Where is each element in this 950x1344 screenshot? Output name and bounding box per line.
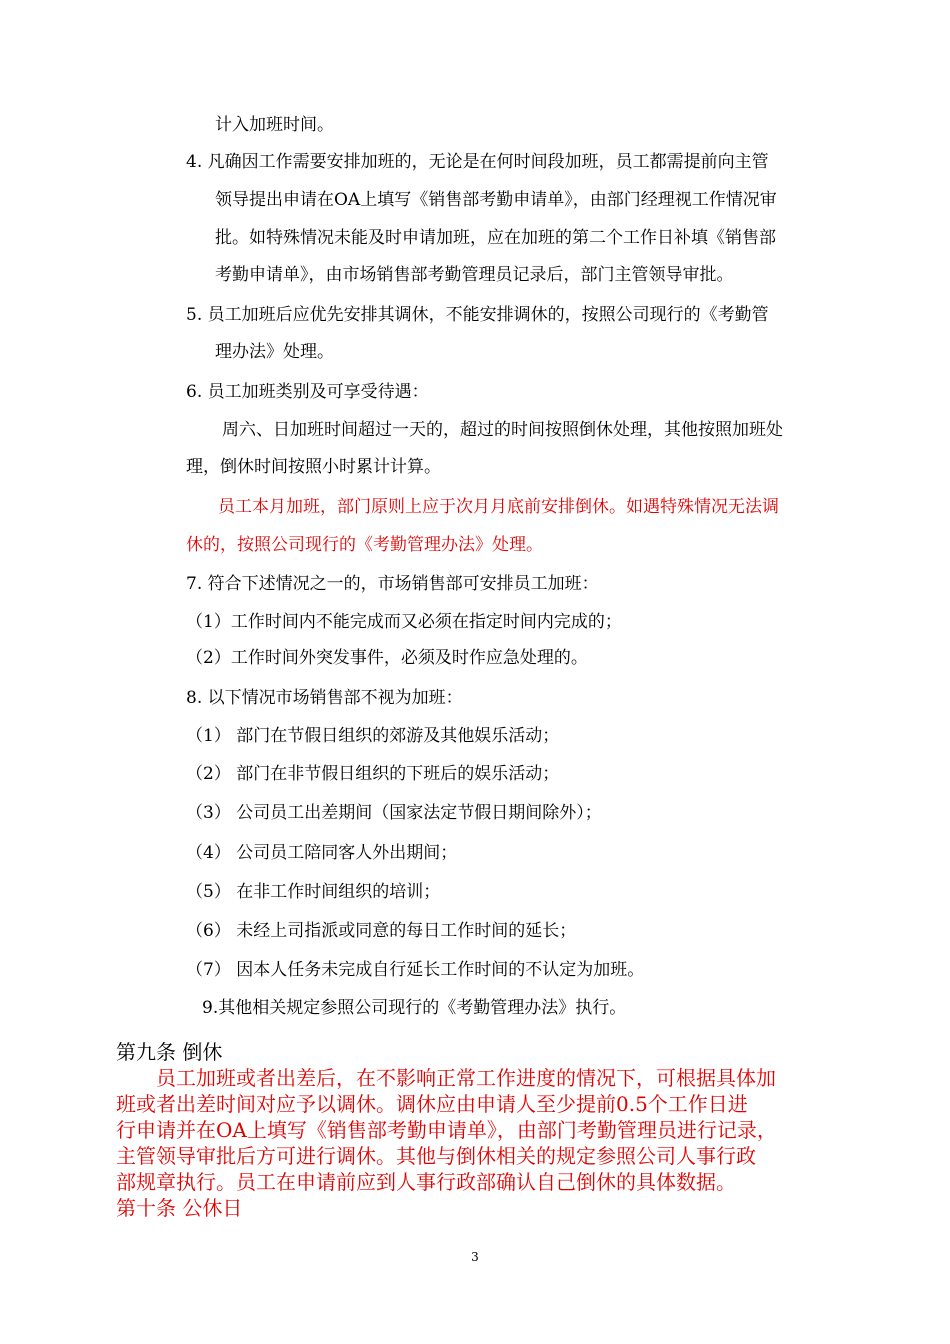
section-heading-10: 第十条 公休日	[116, 1196, 243, 1220]
text-line: （5） 在非工作时间组织的培训；	[186, 882, 441, 902]
text-line: 周六、日加班时间超过一天的，超过的时间按照倒休处理，其他按照加班处	[222, 420, 783, 440]
text-line: 批。如特殊情况未能及时申请加班，应在加班的第二个工作日补填《销售部	[215, 228, 776, 248]
text-line: 5. 员工加班后应优先安排其调休，不能安排调休的，按照公司现行的《考勤管	[186, 305, 769, 325]
text-line: （7） 因本人任务未完成自行延长工作时间的不认定为加班。	[186, 960, 645, 980]
text-line: 计入加班时间。	[215, 115, 334, 135]
text-line: 领导提出申请在OA上填写《销售部考勤申请单》，由部门经理视工作情况审	[215, 190, 777, 210]
text-line: （2） 部门在非节假日组织的下班后的娱乐活动；	[186, 764, 560, 784]
highlighted-paragraph-line: 主管领导审批后方可进行调休。其他与倒休相关的规定参照公司人事行政	[116, 1144, 756, 1168]
text-line: 7. 符合下述情况之一的，市场销售部可安排员工加班：	[186, 574, 599, 594]
text-line: （1）工作时间内不能完成而又必须在指定时间内完成的；	[186, 612, 622, 632]
text-line: （3） 公司员工出差期间（国家法定节假日期间除外）；	[186, 803, 602, 823]
text-line: 理，倒休时间按照小时累计计算。	[186, 457, 441, 477]
highlighted-text-line: 休的，按照公司现行的《考勤管理办法》处理。	[186, 535, 543, 555]
highlighted-paragraph-line: 班或者出差时间对应予以调休。调休应由申请人至少提前0.5个工作日进	[116, 1092, 748, 1116]
text-line: （2）工作时间外突发事件，必须及时作应急处理的。	[186, 648, 588, 668]
highlighted-paragraph-line: 员工加班或者出差后，在不影响正常工作进度的情况下，可根据具体加	[156, 1066, 776, 1090]
highlighted-paragraph-line: 部规章执行。员工在申请前应到人事行政部确认自己倒休的具体数据。	[116, 1170, 736, 1194]
text-line: 考勤申请单》，由市场销售部考勤管理员记录后，部门主管领导审批。	[215, 265, 734, 285]
text-line: 6. 员工加班类别及可享受待遇：	[186, 382, 429, 402]
text-line: （6） 未经上司指派或同意的每日工作时间的延长；	[186, 921, 577, 941]
text-line: 4. 凡确因工作需要安排加班的，无论是在何时间段加班，员工都需提前向主管	[186, 152, 769, 172]
highlighted-text-line: 员工本月加班，部门原则上应于次月月底前安排倒休。如遇特殊情况无法调	[218, 497, 779, 517]
text-line: 9.其他相关规定参照公司现行的《考勤管理办法》执行。	[202, 998, 627, 1018]
section-heading-9: 第九条 倒休	[116, 1040, 223, 1064]
page-number: 3	[471, 1250, 479, 1264]
text-line: 8. 以下情况市场销售部不视为加班：	[186, 688, 463, 708]
text-line: （1） 部门在节假日组织的郊游及其他娱乐活动；	[186, 726, 560, 746]
text-line: （4） 公司员工陪同客人外出期间；	[186, 843, 458, 863]
text-line: 理办法》处理。	[215, 342, 334, 362]
highlighted-paragraph-line: 行申请并在OA上填写《销售部考勤申请单》，由部门考勤管理员进行记录，	[116, 1118, 777, 1142]
